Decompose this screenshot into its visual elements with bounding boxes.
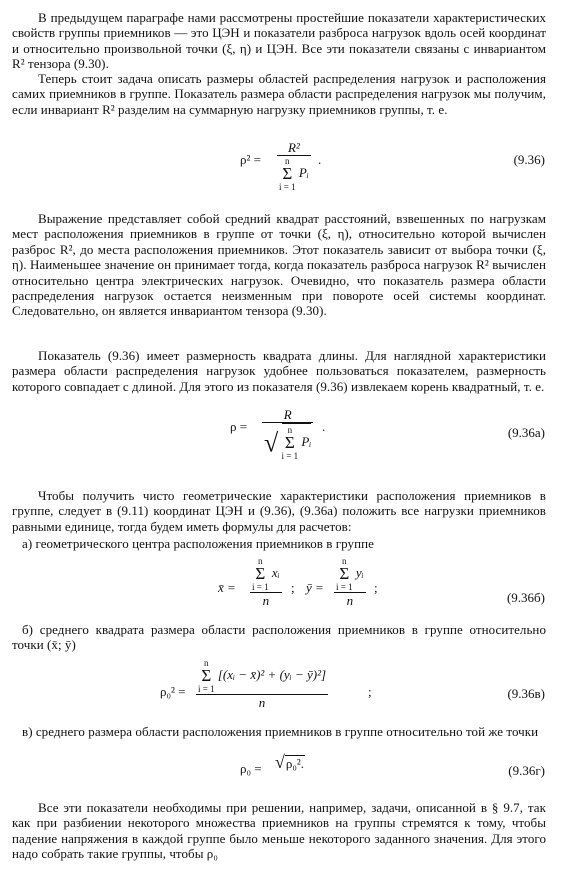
formula-denominator: n: [250, 592, 282, 608]
formula-fraction: [262, 407, 313, 461]
formula-lhs: ρ =: [230, 419, 248, 434]
formula-denominator: √ n Σ i = 1 Pᵢ: [262, 422, 313, 461]
formula-9-36: [0, 140, 561, 200]
paragraph-expression: Выражение представляет собой средний квадрат расстояний, взвешенных по нагрузкам мест расположения приемников в группе от точки (ξ, η), относительно которой вычислен разброс R², до места расположения приемников. Этот показатель зависит от выбора точки (ξ, η). Наименьшее значение он принимает тогда, когда показатель разброса нагрузок R² вычислен относительно центра электрических нагрузок. Очевидно, что показатель размера области распределения нагрузок остается неизменным при повороте осей системы координат. Следовательно, он является инвариантом тензора (9.30).: [12, 211, 546, 319]
sum-symbol: n Σ i = 1: [336, 556, 353, 592]
paragraph-dimension: Показатель (9.36) имеет размерность квадрата длины. Для наглядной характеристики размера области распределения нагрузок удобнее пользоваться показателем, размерность которого совпадает с длиной. Для этого из показателя (9.36) извлекаем корень квадратный, т. е.: [12, 348, 546, 394]
formula-lhs: ρ₀ =: [240, 761, 262, 776]
sum-symbol: n Σ i = 1: [198, 658, 215, 694]
sum-symbol: n Σ i = 1: [281, 425, 299, 462]
sum-symbol: n Σ i = 1: [252, 556, 269, 592]
paragraph-conclusion: Все эти показатели необходимы при решении, например, задачи, описанной в § 9.7, так как при разбиении некоторого множества приемников на группы стремятся к тому, чтобы падение напряжения в каждой группе было меньше некоторого заданного значения. Для этого надо собрать такие группы, чтобы ρ₀: [12, 800, 546, 862]
formula-numerator: R²: [287, 140, 300, 155]
equation-number: (9.36а): [507, 425, 545, 440]
formula-denominator: n Σ i = 1 Pᵢ: [279, 156, 309, 193]
formula-9-36v: [0, 658, 561, 718]
paragraph-item-a: а) геометрического центра расположения приемников в группе: [22, 536, 374, 551]
formula-lhs: ρ² =: [240, 152, 261, 167]
formula-fraction: [277, 140, 311, 192]
paragraph-task: Теперь стоит задача описать размеры областей распределения нагрузок и расположения самих приемников в группе. Показатель размера области распределения нагрузок мы получим, если инвариант R² разделим на суммарную нагрузку приемников группы, т. е.: [12, 71, 546, 117]
formula-lhs: ρ₀² =: [160, 684, 186, 699]
equation-number: (9.36): [513, 152, 545, 167]
paragraph-item-c: в) среднего размера области расположения приемников в группе относительно той же точки: [22, 724, 539, 739]
equation-number: (9.36г): [508, 763, 545, 778]
formula-end: .: [318, 152, 322, 167]
equation-number: (9.36в): [507, 686, 545, 701]
formula-root: [275, 752, 305, 772]
paragraph-item-b: б) среднего квадрата размера области расположения приемников в группе относительно точки (x̄; ȳ): [12, 622, 546, 653]
formula-x-fraction: n Σ i = 1 xᵢ n: [252, 556, 280, 608]
formula-9-36g: [0, 752, 561, 785]
paragraph-geometry: Чтобы получить чисто геометрические характеристики расположения приемников в группе, следует в (9.11) координат ЦЭН и (9.36), (9.36а) положить все нагрузки приемников равными единице, тогда будем иметь формулы для расчетов:: [12, 488, 546, 534]
formula-denominator: n: [334, 592, 366, 608]
formula-9-36b: [0, 554, 561, 610]
paragraph-intro: В предыдущем параграфе нами рассмотрены простейшие показатели характеристических свойств группы приемников — это ЦЭН и показатели разброса нагрузок вдоль осей координат и относительно произвольной точки (ξ, η) и ЦЭН. Все эти показатели связаны с инвариантом R² тензора (9.30).: [12, 10, 546, 72]
formula-numerator: [(xᵢ − x̄)² + (yᵢ − ȳ)²]: [217, 666, 327, 682]
formula-end: .: [322, 419, 326, 434]
formula-denominator: n: [196, 694, 328, 710]
equation-number: (9.36б): [506, 590, 545, 605]
sqrt-sign: √: [264, 428, 279, 458]
formula-numerator: R: [283, 407, 292, 422]
formula-x-lhs: x̄ =: [218, 580, 236, 595]
formula-end: ;: [374, 580, 378, 595]
sqrt-sign: √: [275, 752, 285, 772]
formula-separator: ;: [291, 580, 295, 595]
formula-y-fraction: n Σ i = 1 yᵢ n: [336, 556, 364, 608]
formula-y-lhs: ȳ =: [306, 580, 324, 595]
formula-9-36a: [0, 407, 561, 473]
formula-end: ;: [368, 684, 372, 699]
sum-symbol: n Σ i = 1: [279, 156, 296, 193]
formula-radicand: ρ₀².: [285, 756, 305, 771]
formula-fraction: [196, 658, 328, 710]
